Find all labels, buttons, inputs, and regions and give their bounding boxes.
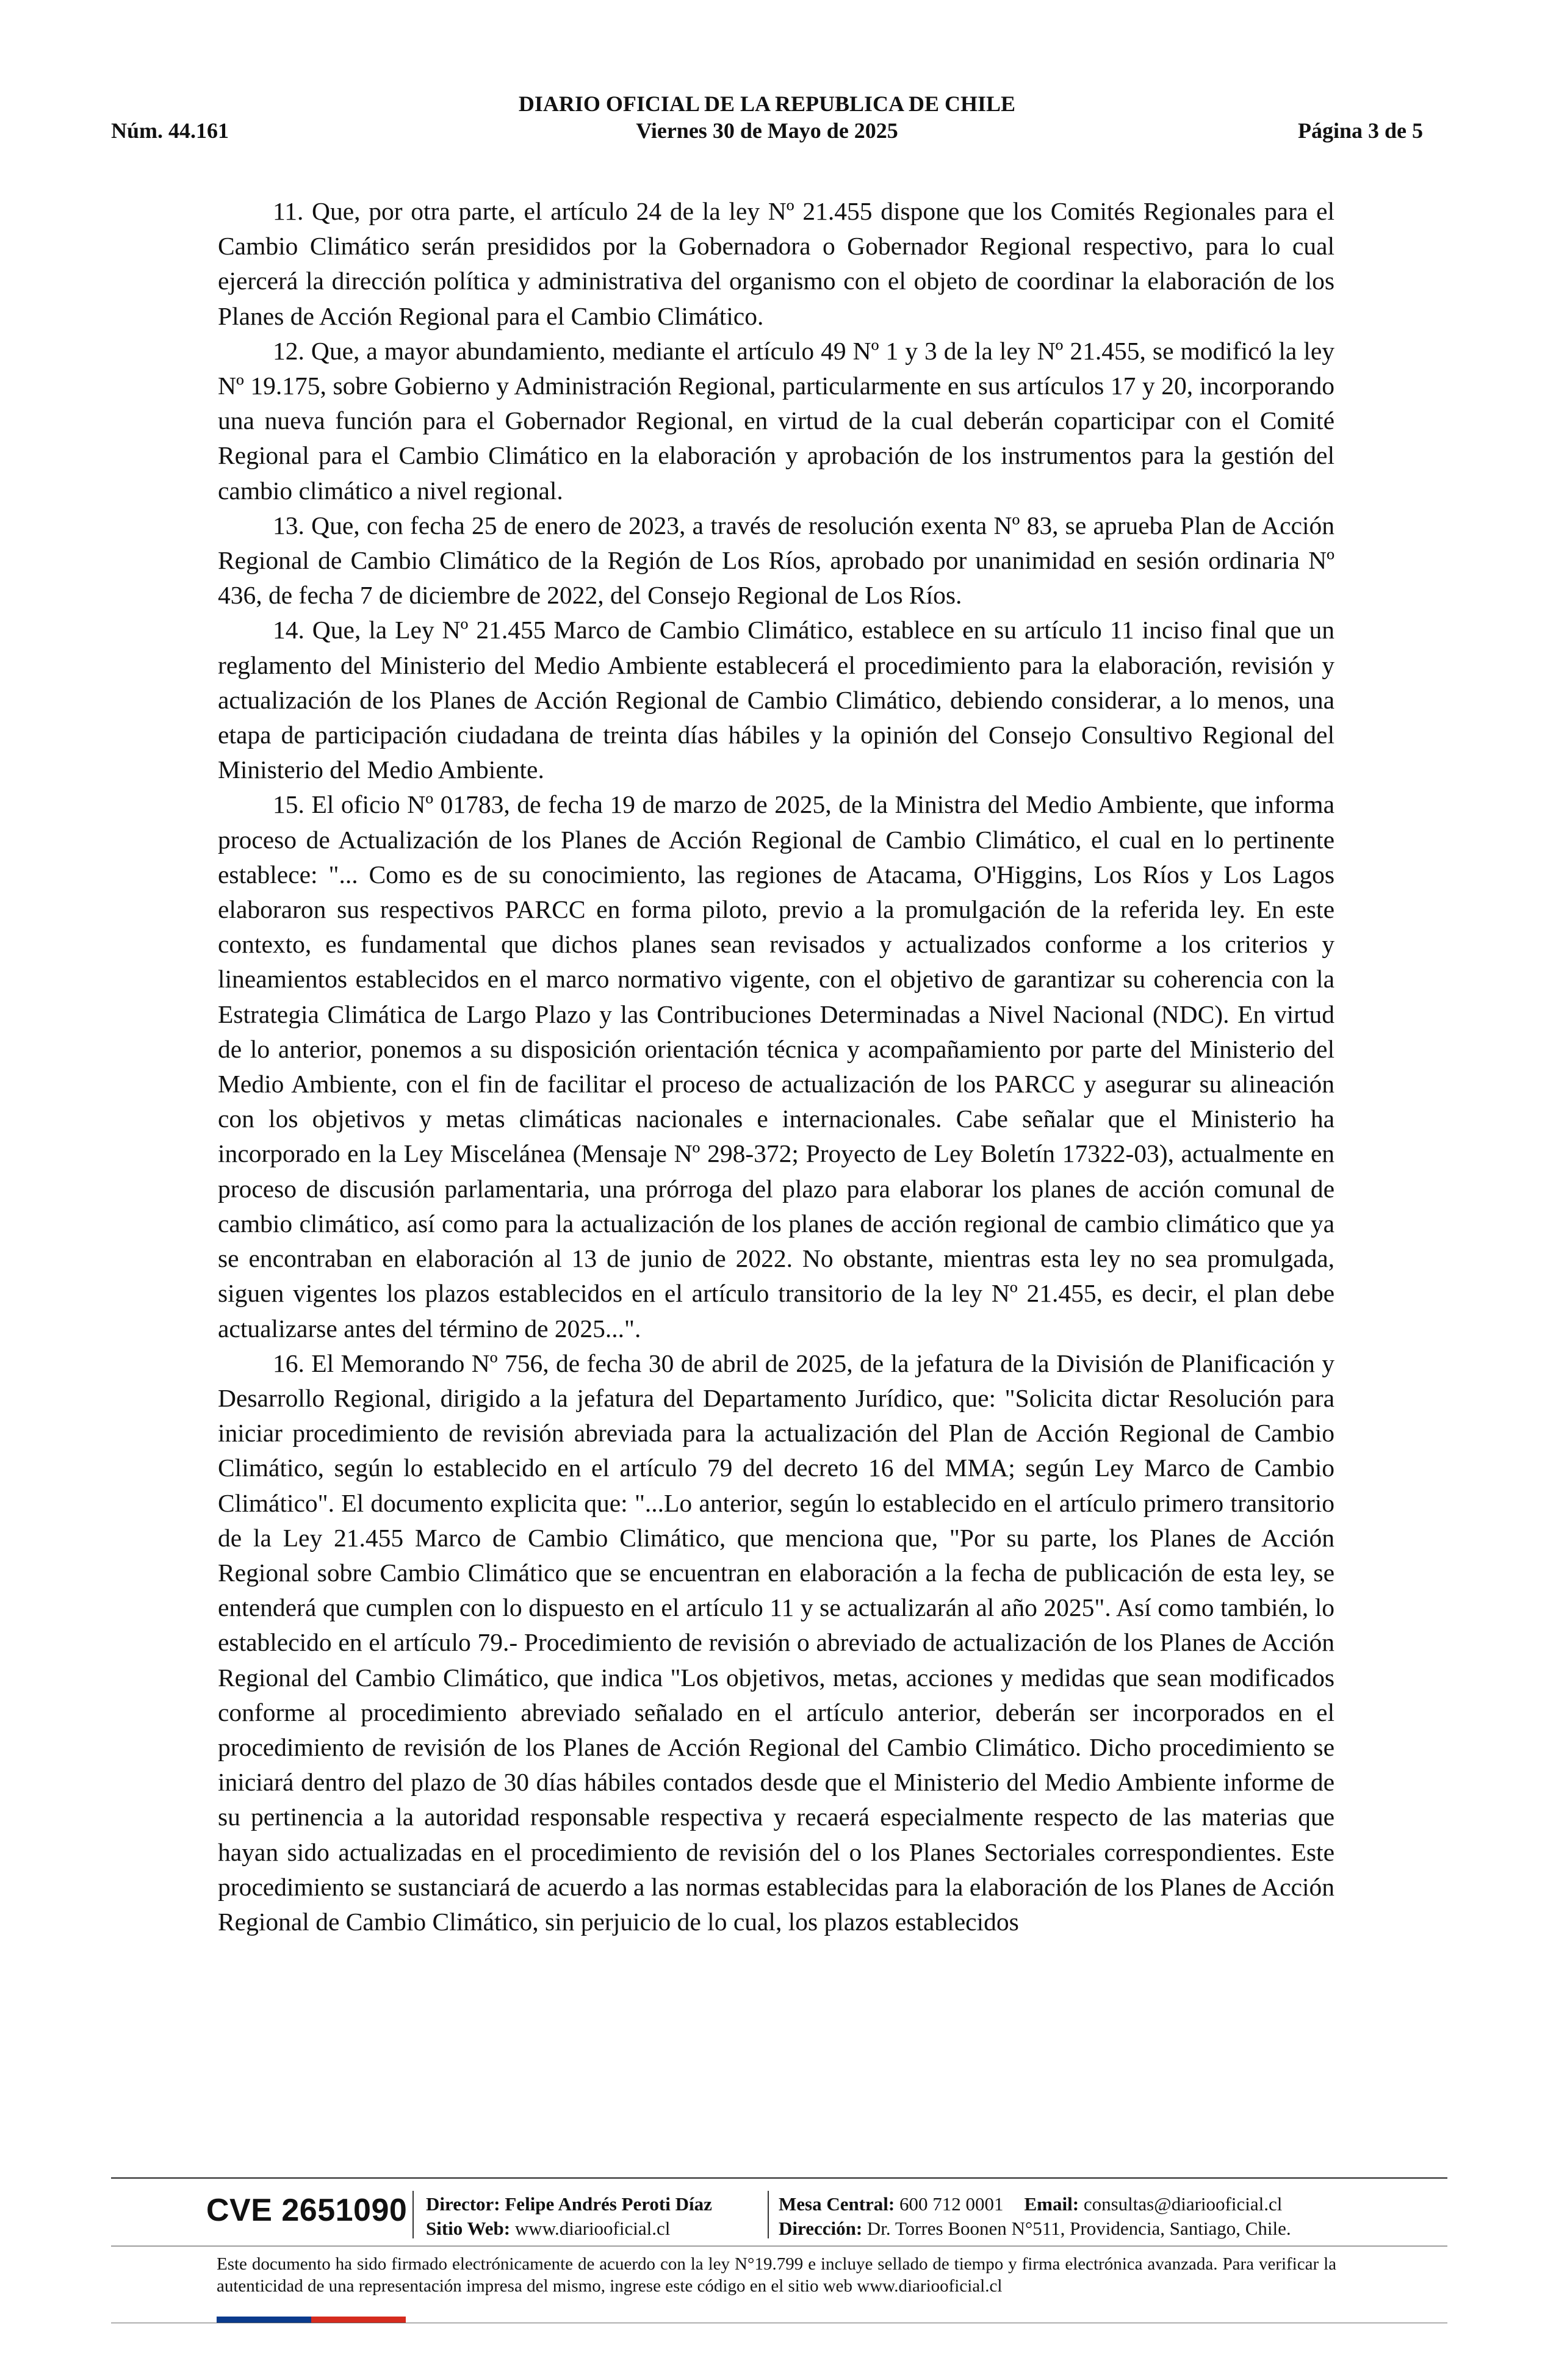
flag-red-segment: [311, 2317, 406, 2323]
document-body: [218, 194, 1334, 1939]
issue-number: Núm. 44.161: [111, 118, 229, 143]
newspaper-title: DIARIO OFICIAL DE LA REPUBLICA DE CHILE: [518, 92, 1016, 116]
cve-code: CVE 2651090: [206, 2193, 408, 2228]
site-label: Sitio Web:: [426, 2218, 511, 2239]
paragraph-16: 16. El Memorando Nº 756, de fecha 30 de abril de 2025, de la jefatura de la División de Planificación y Desarrollo Regional, dirigido a la jefatura del Departamento Jurídico, que: "Solicita dictar Resolución para iniciar procedimiento de revisión abreviada para la actualización del Plan de Acción Regional de Cambio Climático, según lo establecido en el artículo 79 del decreto 16 del MMA; según Ley Marco de Cambio Climático". El documento explicita que: "...Lo anterior, según lo establecido en el artículo primero transitorio de la Ley 21.455 Marco de Cambio Climático, que menciona que, "Por su parte, los Planes de Acción Regional sobre Cambio Climático que se encuentran en elaboración a la fecha de publicación de esta ley, se entenderá que cumplen con lo dispuesto en el artículo 11 y se actualizarán al año 2025". Así como también, lo establecido en el artículo 79.- Procedimiento de revisión o abreviado de actualización de los Planes de Acción Regional del Cambio Climático, que indica "Los objetivos, metas, acciones y medidas que sean modificados conforme al procedimiento abreviado señalado en el artículo anterior, deberán ser incorporados en el procedimiento de revisión de los Planes de Acción Regional del Cambio Climático. Dicho procedimiento se iniciará dentro del plazo de 30 días hábiles contados desde que el Ministerio del Medio Ambiente informe de su pertinencia a la autoridad responsable respectiva y recaerá especialmente respecto de las materias que hayan sido actualizadas en el procedimiento de revisión del o los Planes Sectoriales correspondientes. Este procedimiento se sustanciará de acuerdo a las normas establecidas para la elaboración de los Planes de Acción Regional de Cambio Climático, sin perjuicio de lo cual, los plazos establecidos: [218, 1349, 1334, 1936]
chile-flag-bar: [217, 2317, 406, 2323]
flag-blue-segment: [217, 2317, 311, 2323]
mesa-phone: 600 712 0001: [899, 2193, 1004, 2215]
paragraph-15: 15. El oficio Nº 01783, de fecha 19 de marzo de 2025, de la Ministra del Medio Ambiente, que informa proceso de Actualización de los Planes de Acción Regional de Cambio Climático, el cual en lo pertinente establece: "... Como es de su conocimiento, las regiones de Atacama, O'Higgins, Los Ríos y Los Lagos elaboraron sus respectivos PARCC en forma piloto, previo a la promulgación de la referida ley. En este contexto, es fundamental que dichos planes sean revisados y actualizados conforme a los criterios y lineamientos establecidos en el marco normativo vigente, con el objetivo de garantizar su coherencia con la Estrategia Climática de Largo Plazo y las Contribuciones Determinadas a Nivel Nacional (NDC). En virtud de lo anterior, ponemos a su disposición orientación técnica y acompañamiento por parte del Ministerio del Medio Ambiente, con el fin de facilitar el proceso de actualización de los PARCC y asegurar su alineación con los objetivos y metas climáticas nacionales e internacionales. Cabe señalar que el Ministerio ha incorporado en la Ley Miscelánea (Mensaje Nº 298-372; Proyecto de Ley Boletín 17322-03), actualmente en proceso de discusión parlamentaria, una prórroga del plazo para elaborar los planes de acción comunal de cambio climático, así como para la actualización de los planes de acción regional de cambio climático que ya se encontraban en elaboración al 13 de junio de 2022. No obstante, mientras esta ley no sea promulgada, siguen vigentes los plazos establecidos en el artículo transitorio de la ley Nº 21.455, es decir, el plan debe actualizarse antes del término de 2025...".: [218, 790, 1334, 1343]
footer-director-block: [426, 2192, 712, 2241]
mesa-label: Mesa Central:: [779, 2193, 895, 2215]
footer-separator: [412, 2191, 414, 2238]
email-link[interactable]: consultas@diariooficial.cl: [1083, 2193, 1283, 2215]
director-name: Felipe Andrés Peroti Díaz: [505, 2193, 712, 2215]
page-header: [111, 90, 1423, 144]
issue-date: Viernes 30 de Mayo de 2025: [636, 118, 898, 143]
footer-separator: [768, 2191, 769, 2238]
site-link[interactable]: www.diariooficial.cl: [514, 2218, 671, 2239]
header-info-row: [111, 117, 1423, 144]
paragraph-14: 14. Que, la Ley Nº 21.455 Marco de Cambio Climático, establece en su artículo 11 inciso final que un reglamento del Ministerio del Medio Ambiente establecerá el procedimiento para la elaboración, revisión y actualización de los Planes de Acción Regional de Cambio Climático, debiendo considerar, a lo menos, una etapa de participación ciudadana de treinta días hábiles y la opinión del Consejo Consultivo Regional del Ministerio del Medio Ambiente.: [218, 616, 1334, 784]
email-label: Email:: [1024, 2193, 1079, 2215]
paragraph-11: 11. Que, por otra parte, el artículo 24 de la ley Nº 21.455 dispone que los Comités Regionales para el Cambio Climático serán presididos por la Gobernadora o Gobernador Regional respectivo, para lo cual ejercerá la dirección política y administrativa del organismo con el objeto de coordinar la elaboración de los Planes de Acción Regional para el Cambio Climático.: [218, 197, 1334, 330]
page-number: Página 3 de 5: [1297, 118, 1423, 143]
signature-note: Este documento ha sido firmado electrónicamente de acuerdo con la ley N°19.799 e incluye sellado de tiempo y firma electrónica avanzada. Para verificar la autenticidad de una representación impresa del mismo, ingrese este código en el sitio web www.diariooficial.cl: [217, 2254, 1336, 2296]
address-label: Dirección:: [779, 2218, 863, 2239]
director-label: Director:: [426, 2193, 500, 2215]
paragraph-12: 12. Que, a mayor abundamiento, mediante el artículo 49 Nº 1 y 3 de la ley Nº 21.455, se modificó la ley Nº 19.175, sobre Gobierno y Administración Regional, particularmente en sus artículos 17 y 20, incorporando una nueva función para el Gobernador Regional, en virtud de la cual deberán coparticipar con el Comité Regional para el Cambio Climático en la elaboración y aprobación de los instrumentos para la gestión del cambio climático a nivel regional.: [218, 336, 1334, 505]
footer-divider: [111, 2177, 1447, 2179]
paragraph-13: 13. Que, con fecha 25 de enero de 2023, a través de resolución exenta Nº 83, se aprueba Plan de Acción Regional de Cambio Climático de la Región de Los Ríos, aprobado por unanimidad en sesión ordinaria Nº 436, de fecha 7 de diciembre de 2022, del Consejo Regional de Los Ríos.: [218, 511, 1334, 610]
address: Dr. Torres Boonen N°511, Providencia, Santiago, Chile.: [866, 2218, 1291, 2239]
footer-contact-block: [779, 2192, 1291, 2241]
